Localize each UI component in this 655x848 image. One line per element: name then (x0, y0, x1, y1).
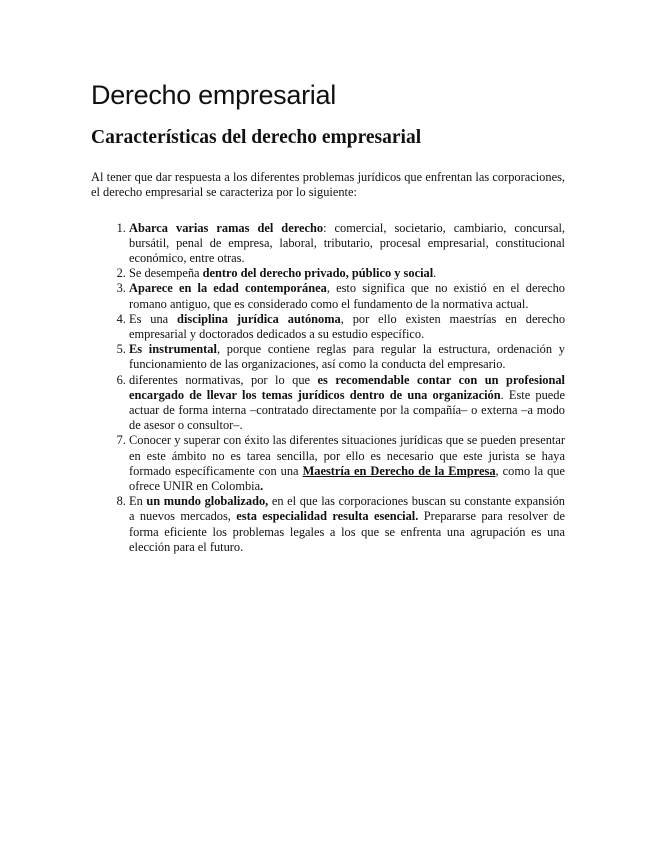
list-item: 1. Abarca varias ramas del derecho: comercial, societario, cambiario, concursal, bursátil, penal de empresa, laboral, tributario, procesal empresarial, constitucional económico, entre otras. (129, 221, 565, 267)
document-title: Derecho empresarial (91, 80, 336, 110)
intro-paragraph: Al tener que dar respuesta a los diferentes problemas jurídicos que enfrentan las corporaciones, el derecho empresarial se caracteriza por lo siguiente: (91, 170, 565, 200)
list-item: 3. Aparece en la edad contemporánea, esto significa que no existió en el derecho romano antiguo, que es considerado como el fundamento de la normativa actual. (129, 281, 565, 311)
characteristics-list (91, 221, 565, 555)
section-heading: Características del derecho empresarial (91, 127, 422, 148)
masters-degree-link[interactable]: Maestría en Derecho de la Empresa (302, 463, 496, 478)
list-item: 5. Es instrumental, porque contiene reglas para regular la estructura, ordenación y funcionamiento de las organizaciones, así como la conducta del empresario. (129, 342, 565, 372)
list-item: 2. Se desempeña dentro del derecho privado, público y social. (129, 266, 565, 281)
list-item: 8. En un mundo globalizado, en el que las corporaciones buscan su constante expansión a nuevos mercados, esta especialidad resulta esencial. Prepararse para resolver de forma eficiente los problemas legales a los que se enfrenta una agrupación es una elección para el futuro. (129, 494, 565, 555)
list-item: 7. Conocer y superar con éxito las diferentes situaciones jurídicas que se pueden presentar en este ámbito no es tarea sencilla, por ello es necesario que este jurista se haya formado específicamente con una Maestría en Derecho de la Empresa, como la que ofrece UNIR en Colombia. (129, 433, 565, 494)
list-item: 6. diferentes normativas, por lo que es recomendable contar con un profesional encargado de llevar los temas jurídicos dentro de una organización. Este puede actuar de forma interna –contratado directamente por la compañía– o externa –a modo de asesor o consultor–. (129, 373, 565, 434)
list-item: 4. Es una disciplina jurídica autónoma, por ello existen maestrías en derecho empresarial y doctorados dedicados a su estudio específico. (129, 312, 565, 342)
